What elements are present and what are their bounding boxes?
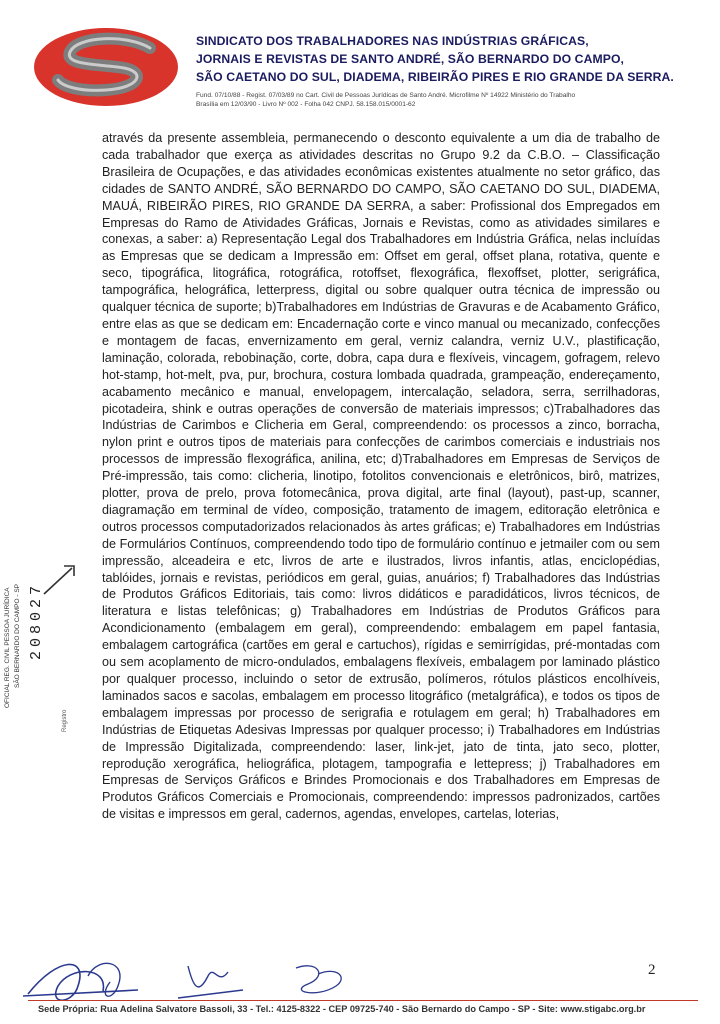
page-number: 2 <box>648 962 656 978</box>
org-meta-line-1: Fund. 07/10/88 - Regist. 07/03/89 no Cart. Civil de Pessoas Jurídicas de Santo André. Microfilme Nº 14922 Ministério do Trabalho <box>196 92 576 99</box>
org-title-line-3: SÃO CAETANO DO SUL, DIADEMA, RIBEIRÃO PIRES E RIO GRANDE DA SERRA. <box>196 70 674 84</box>
notary-stamp <box>2 560 68 732</box>
stamp-line-2: SÃO BERNARDO DO CAMPO - SP <box>14 583 21 688</box>
stamp-registro-label: Registro <box>62 709 68 732</box>
org-title-line-1: SINDICATO DOS TRABALHADORES NAS INDÚSTRIAS GRÁFICAS, <box>196 34 589 48</box>
union-logo <box>32 26 180 108</box>
org-registration-info <box>196 92 706 109</box>
stamp-line-1: OFICIAL REG. CIVIL PESSOA JURÍDICA <box>4 587 11 708</box>
header-organization <box>196 32 706 109</box>
stamp-mark-icon <box>34 560 84 600</box>
footer-divider <box>28 1000 698 1001</box>
logo-emblem-icon <box>32 26 180 108</box>
document-body-paragraph: através da presente assembleia, permanecendo o desconto equivalente a um dia de trabalho de cada trabalhador que exerça as atividades descritas no Grupo 9.2 da C.B.O. – Classificação Brasileira de Ocupações, e das atividades econômicas existentes atualmente no setor gráfico, das cidades de SANTO ANDRÉ, SÃO BERNARDO DO CAMPO, SÃO CAETANO DO SUL, DIADEMA, MAUÁ, RIBEIRÃO PIRES, RIO GRANDE DA SERRA, a saber: Profissional dos Empregados em Empresas do Ramo de Atividades Gráficas, Jornais e Revistas, como as atividades similares e conexas, a saber: a) Representação Legal dos Trabalhadores em Indústria Gráfica, nelas incluídas as Empresas que se dedicam a Impressão em: Offset em geral, offset plana, rotativa, quente e seco, tipográfica, litográfica, rotográfica, rotoffset, flexográfica, flexoffset, plotter, serigráfica, tampográfica, helográfica, letterpress, digital ou sobre qualquer outra técnica de impressão ou qualquer técnica de suporte; b)Trabalhadores em Indústrias de Gravuras e de Acabamento Gráfico, entre elas as que se dedicam em: Encadernação corte e vinco manual ou mecanizado, confecções e montagem de facas, envernizamento em geral, verniz calandra, verniz U.V., plastificação, laminação, colorada, rebobinação, corte, dobra, capa dura e flexíveis, vincagem, gofragem, relevo hot-stamp, hot-melt, pva, pur, brochura, costura lombada quadrada, grampeação, endereçamento, acabamento mecânico e manual, envelopagem, intercalação, seladora, serra, serrilhadoras, picotadeira, shink e outras operações de conversão de materiais impressos; c)Trabalhadores das Indústrias de Carimbos e Clicheria em Geral, compreendendo: os processos a zinco, borracha, nylon print e outros tipos de materiais para confecções de carimbos comerciais e industriais nos processos de impressão flexográfica, anilina, etc; d)Trabalhadores em Empresas de Serviços de Pré-impressão, tais como: clicheria, linotipo, fotolitos convencionais e eletrônicos, birô, matrizes, plotter, prova de prelo, prova fotomecânica, prova digital, arte final (layout), past-up, scanner, diagramação em terminal de vídeo, composição, tratamento de imagem, editoração eletrônica e outros processos computadorizados relacionados às artes gráficas; e) Trabalhadores em Indústrias de Formulários Contínuos, compreendendo todo tipo de formulário contínuo e jetmailer com ou sem impressão, alceadeira e etc, livros de arte e ilustrados, livros infantis, atlas, enciclopédias, tablóides, jornais e revistas, periódicos em geral, guias, anuários; f) Trabalhadores das Indústrias de Produtos Gráficos Editoriais, tais como: livros didáticos e paradidáticos, livros técnicos, de literatura e listas telefônicas; g) Trabalhadores em Indústrias de Produtos Gráficos para Acondicionamento (embalagem em geral), compreendendo: embalagem em papel fantasia, embalagem cartográfica (cartões em geral e cartuchos), rígidas e semirrígidas, pré-montadas com ou sem acoplamento de micro-ondulados, embalagens flexíveis, embalagem por laminado plástico por qualquer processo, incluindo o setor de extrusão, polímeros, rótulos plásticos encolhíveis, laminados sacos e sacolas, embalagem em processo litográfico (metalgráfica), e todos os tipos de embalagem impressas por processo de serigrafia e rotulagem em geral; h) Trabalhadores em Indústrias de Etiquetas Adesivas Impressas por qualquer processo; i) Trabalhadores em Indústrias de Impressão Digitalizada, compreendendo: laser, link-jet, jato de tinta, jato seco, plotter, reprodução xerográfica, heliográfica, plotagem, tampografia e lettepress; j) Trabalhadores em Empresas de Serviços Gráficos e Brindes Promocionais e dos Trabalhadores em Empresas de Produtos Gráficos Comerciais e Promocionais, compreendendo: impressos padronizados, cartões de visitas e impressos em geral, cadernos, agendas, envelopes, cartelas, loterias, <box>102 131 660 822</box>
org-title-line-2: JORNAIS E REVISTAS DE SANTO ANDRÉ, SÃO BERNARDO DO CAMPO, <box>196 52 625 66</box>
org-meta-line-2: Brasília em 12/03/90 - Livro Nº 002 - Folha 042 CNPJ. 58.158.015/0001-62 <box>196 100 416 108</box>
stamp-number: 208027 <box>28 581 45 660</box>
footer-address: Sede Própria: Rua Adelina Salvatore Bassoli, 33 - Tel.: 4125-8322 - CEP 09725-740 - São Bernardo do Campo - SP - Site: www.stigabc.org.br <box>38 1004 646 1014</box>
